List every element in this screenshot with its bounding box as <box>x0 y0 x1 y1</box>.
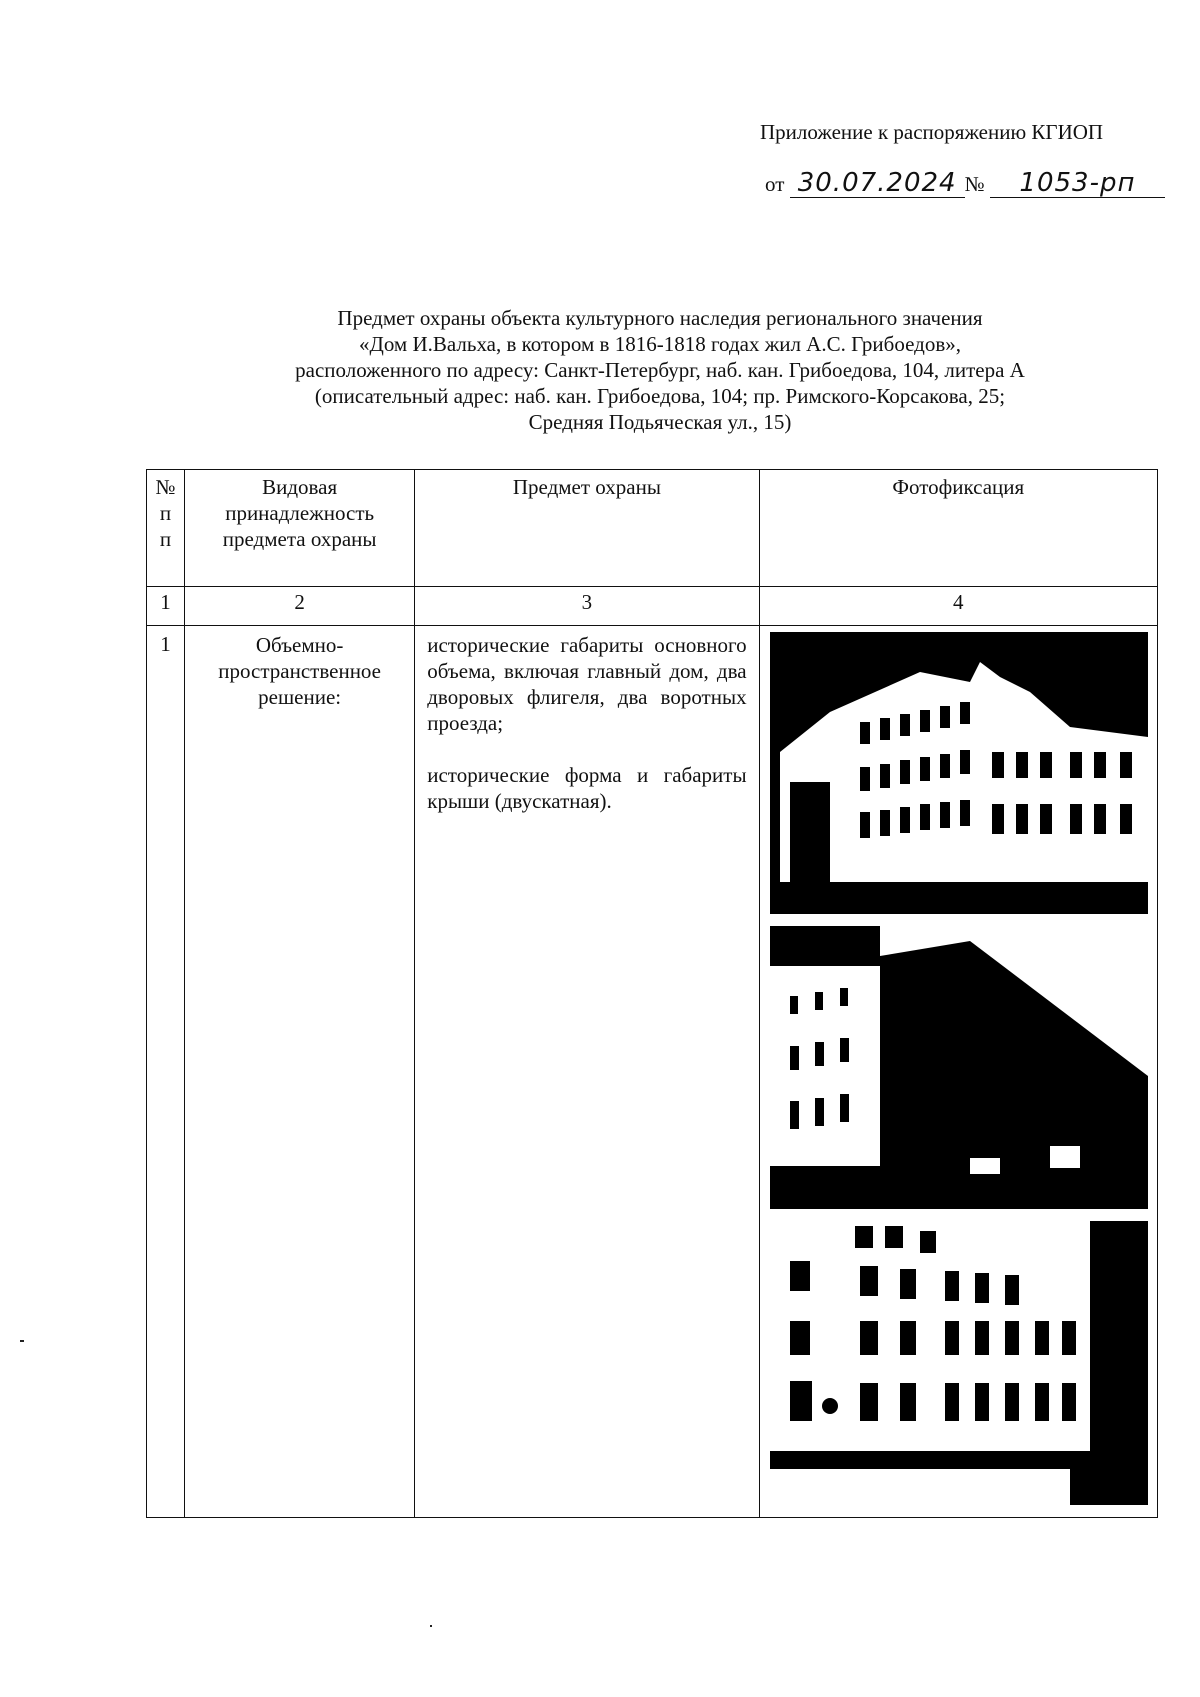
order-number: 1053-рп <box>1019 168 1136 198</box>
number-sign: № <box>964 172 985 196</box>
from-label: от <box>765 172 785 196</box>
column-number: 3 <box>415 587 759 626</box>
building-photo <box>770 926 1148 1209</box>
order-date: 30.07.2024 <box>797 168 957 198</box>
header-subject: Предмет охраны <box>415 470 759 587</box>
title-line: Средняя Подьяческая ул., 15) <box>528 410 792 434</box>
subject-paragraph: исторические габариты основного объема, включая главный дом, два дворовых флигеля, два воротных проезда; <box>427 633 747 735</box>
row-subject <box>415 626 759 1518</box>
building-photo <box>770 632 1148 914</box>
row-number: 1 <box>147 626 185 1518</box>
title-line: Предмет охраны объекта культурного наследия регионального значения <box>337 306 983 330</box>
table-row <box>147 626 1158 1518</box>
document-title <box>130 305 1190 435</box>
header-number: № п п <box>147 470 185 587</box>
protection-table <box>146 469 1158 1518</box>
table-header-row <box>147 470 1158 587</box>
column-numbering-row <box>147 587 1158 626</box>
building-photo <box>770 1221 1148 1505</box>
title-line: расположенного по адресу: Санкт-Петербург, наб. кан. Грибоедова, 104, литера А <box>295 358 1025 382</box>
header-photo: Фотофиксация <box>759 470 1157 587</box>
title-line: (описательный адрес: наб. кан. Грибоедова, 104; пр. Римского-Корсакова, 25; <box>314 384 1006 408</box>
column-number: 1 <box>147 587 185 626</box>
subject-paragraph: исторические форма и габариты крыши (двускатная). <box>427 763 747 813</box>
title-line: «Дом И.Вальха, в котором в 1816-1818 годах жил А.С. Грибоедов», <box>359 332 961 356</box>
row-photos <box>759 626 1157 1518</box>
order-date-line <box>765 170 1165 198</box>
appendix-label: Приложение к распоряжению КГИОП <box>760 120 1104 144</box>
row-kind: Объемно- пространственное решение: <box>185 626 415 1518</box>
column-number: 4 <box>759 587 1157 626</box>
column-number: 2 <box>185 587 415 626</box>
header-kind: Видовая принадлежность предмета охраны <box>185 470 415 587</box>
